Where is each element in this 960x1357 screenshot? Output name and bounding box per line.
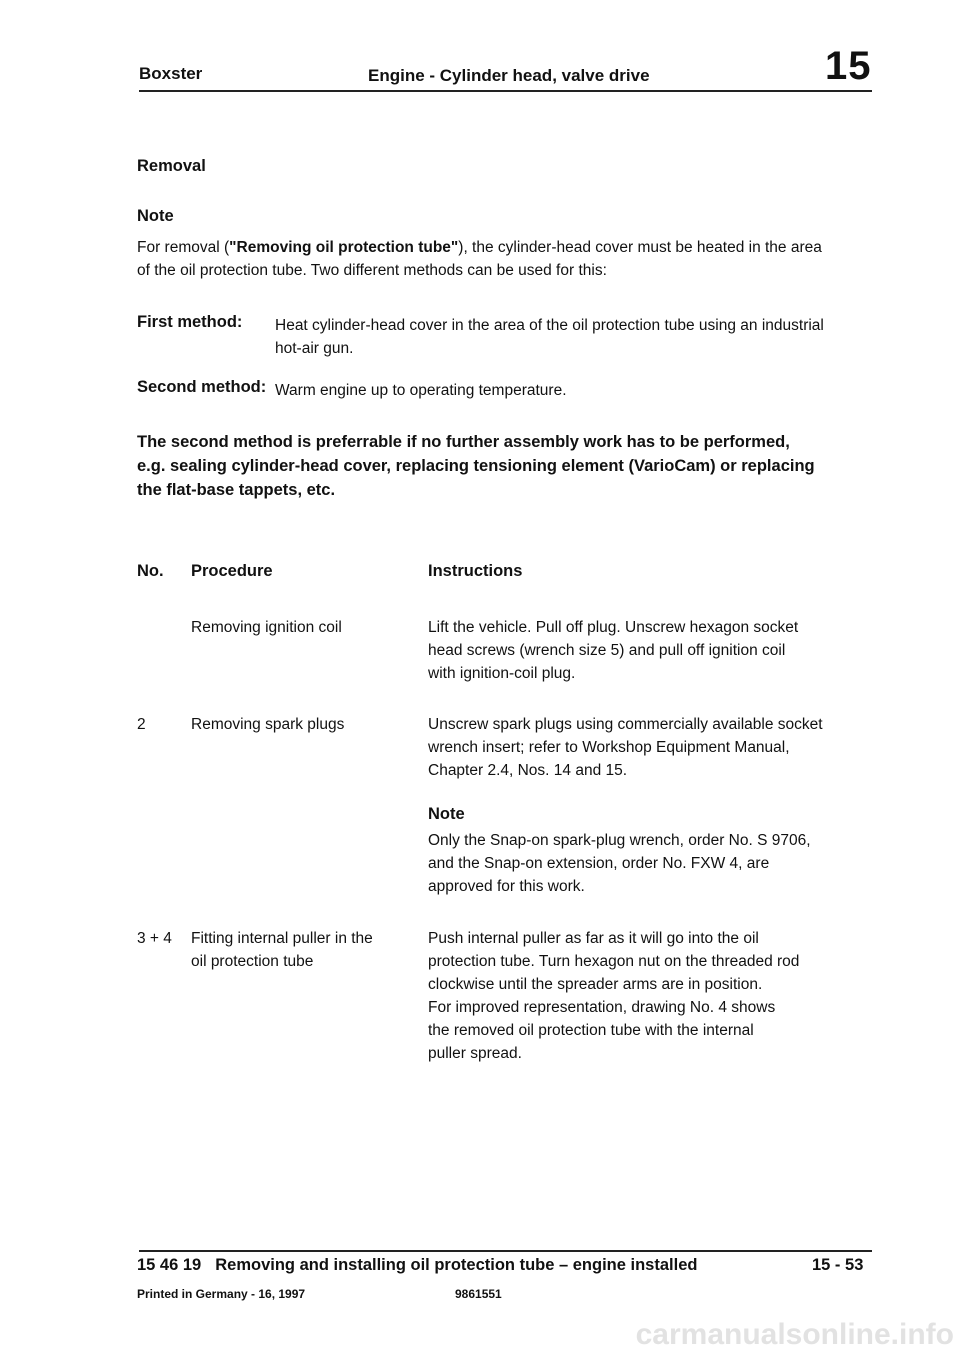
note-line: Only the Snap-on spark-plug wrench, order No. S 9706, — [428, 832, 811, 849]
procedure-row-3 — [191, 927, 373, 973]
preference-line-2: e.g. sealing cylinder-head cover, replacing tensioning element (VarioCam) or replacing — [137, 457, 815, 475]
footer-rule — [139, 1250, 872, 1252]
instruction-line: with ignition-coil plug. — [428, 665, 576, 682]
row-2-note-heading: Note — [428, 805, 465, 823]
footer-operation-code: 15 46 19 — [137, 1256, 202, 1274]
column-header-instructions: Instructions — [428, 562, 523, 580]
instruction-line: head screws (wrench size 5) and pull off ignition coil — [428, 642, 786, 659]
instruction-line: Lift the vehicle. Pull off plug. Unscrew hexagon socket — [428, 619, 799, 636]
note-line-1: For removal ("Removing oil protection tube"), the cylinder-head cover must be heated in the area — [137, 239, 822, 256]
preference-note — [137, 430, 857, 502]
footer-printed-note: Printed in Germany - 16, 1997 — [137, 1287, 306, 1301]
preference-line-3: the flat-base tappets, etc. — [137, 481, 336, 499]
row-number-2: 2 — [137, 716, 146, 733]
instructions-row-1 — [428, 616, 868, 685]
instruction-line: wrench insert; refer to Workshop Equipment Manual, — [428, 739, 790, 756]
row-2-note-text — [428, 829, 868, 898]
instruction-line: the removed oil protection tube with the internal — [428, 1022, 754, 1039]
instruction-line: puller spread. — [428, 1045, 522, 1062]
note-heading: Note — [137, 207, 174, 225]
footer-title — [137, 1256, 711, 1275]
instructions-row-3 — [428, 927, 868, 1065]
footer-doc-number: 9861551 — [455, 1287, 502, 1301]
column-header-procedure: Procedure — [191, 562, 273, 580]
note-line: and the Snap-on extension, order No. FXW 4, are — [428, 855, 770, 872]
instructions-row-2 — [428, 713, 868, 782]
instruction-line: Chapter 2.4, Nos. 14 and 15. — [428, 762, 628, 779]
instruction-line: Unscrew spark plugs using commercially available socket — [428, 716, 823, 733]
removal-heading: Removal — [137, 157, 206, 175]
procedure-row-2: Removing spark plugs — [191, 716, 345, 733]
header-brand: Boxster — [139, 64, 203, 83]
first-method-line-1: Heat cylinder-head cover in the area of the oil protection tube using an industrial — [275, 317, 824, 334]
second-method-label: Second method: — [137, 378, 267, 396]
header-rule — [139, 90, 872, 92]
instruction-line: protection tube. Turn hexagon nut on the threaded rod — [428, 953, 800, 970]
instruction-line: For improved representation, drawing No. 4 shows — [428, 999, 776, 1016]
note-line: approved for this work. — [428, 878, 585, 895]
second-method-text: Warm engine up to operating temperature. — [275, 382, 567, 399]
footer-operation-title: Removing and installing oil protection tube – engine installed — [215, 1256, 698, 1274]
watermark: carmanualsonline.info — [635, 1318, 954, 1351]
first-method-label: First method: — [137, 313, 243, 331]
row-number-3: 3 + 4 — [137, 930, 172, 947]
preference-line-1: The second method is preferrable if no further assembly work has to be performed, — [137, 433, 790, 451]
procedure-line: Fitting internal puller in the — [191, 930, 373, 947]
procedure-line: oil protection tube — [191, 953, 314, 970]
instruction-line: Push internal puller as far as it will go into the oil — [428, 930, 759, 947]
footer-page-number: 15 - 53 — [812, 1256, 864, 1274]
header-section-number: 15 — [825, 44, 872, 88]
column-header-no: No. — [137, 562, 164, 580]
procedure-row-1: Removing ignition coil — [191, 619, 342, 636]
instruction-line: clockwise until the spreader arms are in position. — [428, 976, 763, 993]
first-method-line-2: hot-air gun. — [275, 340, 354, 357]
header-chapter-title: Engine - Cylinder head, valve drive — [368, 66, 650, 85]
note-line-2: of the oil protection tube. Two different methods can be used for this: — [137, 262, 607, 279]
